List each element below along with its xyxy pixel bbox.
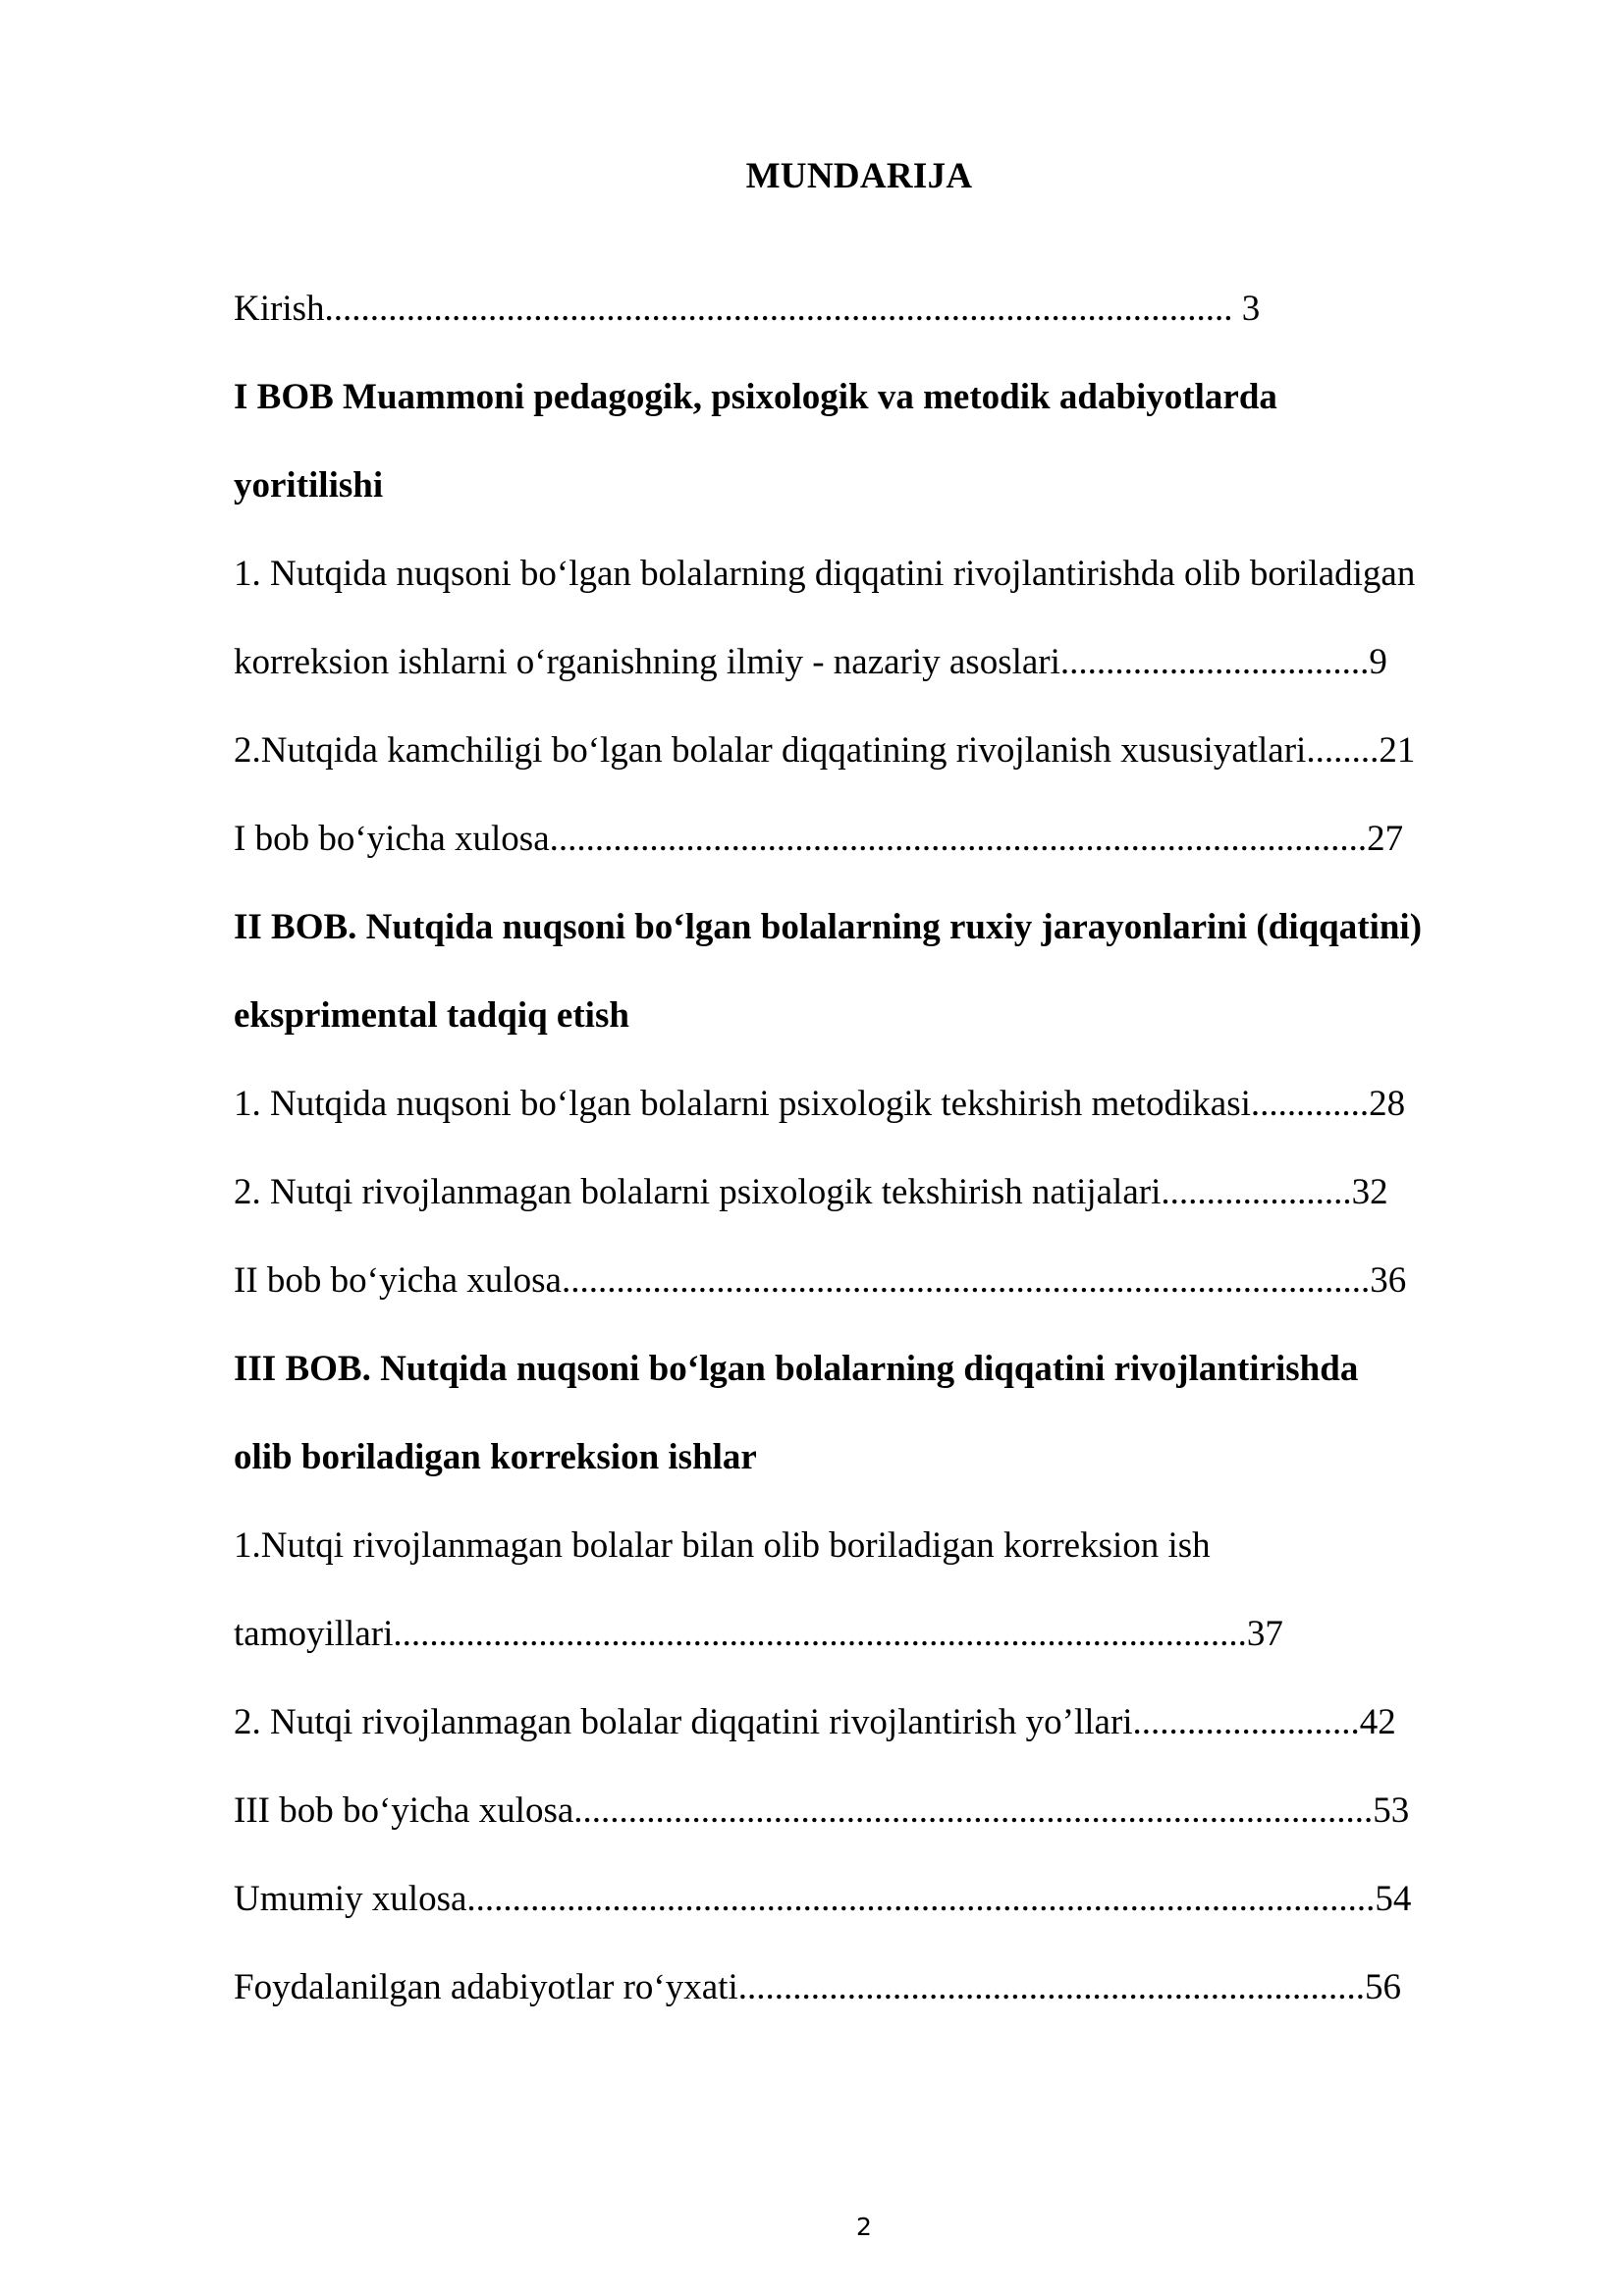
page-title: MUNDARIJA: [745, 156, 973, 196]
toc-entry-general-conclusion: Umumiy xulosa....................................................................................................54: [234, 1879, 1412, 1919]
toc-entry-1-1: 1. Nutqida nuqsoni bo‘lgan bolalarning diqqatini rivojlantirishda olib boriladigan: [234, 554, 1416, 594]
toc-chapter-1-heading: I BOB Muammoni pedagogik, psixologik va metodik adabiyotlarda: [234, 377, 1277, 417]
toc-entry-3-2: 2. Nutqi rivojlanmagan bolalar diqqatini rivojlantirish yo’llari.........................42: [234, 1702, 1396, 1742]
toc-entry-2-1: 1. Nutqida nuqsoni bo‘lgan bolalarni psixologik tekshirish metodikasi.............28: [234, 1084, 1406, 1124]
toc-chapter-3-heading: III BOB. Nutqida nuqsoni bo‘lgan bolalarning diqqatini rivojlantirishda: [234, 1349, 1359, 1389]
toc-entry-1-summary: I bob bo‘yicha xulosa..........................................................................................27: [234, 819, 1404, 859]
toc-entry-1-1-continued: korreksion ishlarni o‘rganishning ilmiy - nazariy asoslari..................................9: [234, 642, 1387, 682]
toc-entry-references: Foydalanilgan adabiyotlar ro‘yxati.....................................................................56: [234, 1967, 1401, 2007]
toc-entry-3-1: 1.Nutqi rivojlanmagan bolalar bilan olib boriladigan korreksion ish: [234, 1525, 1211, 1566]
table-of-contents: [234, 287, 1490, 2054]
toc-chapter-1-heading-continued: yoritilishi: [234, 465, 384, 506]
toc-entry-3-summary: III bob bo‘yicha xulosa........................................................................................53: [234, 1790, 1410, 1831]
toc-entry-introduction: Kirish.................................................................................................... 3: [234, 289, 1261, 329]
toc-chapter-2-heading-continued: eksprimental tadqiq etish: [234, 995, 629, 1036]
toc-entry-2-summary: II bob bo‘yicha xulosa.........................................................................................36: [234, 1260, 1407, 1301]
toc-chapter-3-heading-continued: olib boriladigan korreksion ishlar: [234, 1437, 757, 1477]
toc-entry-3-1-continued: tamoyillari..............................................................................................37: [234, 1614, 1283, 1654]
toc-entry-2-2: 2. Nutqi rivojlanmagan bolalarni psixologik tekshirish natijalari.....................32: [234, 1172, 1388, 1212]
page-number: 2: [856, 2213, 872, 2241]
toc-chapter-2-heading: II BOB. Nutqida nuqsoni bo‘lgan bolalarning ruxiy jarayonlarini (diqqatini): [234, 907, 1423, 947]
toc-entry-1-2: 2.Nutqida kamchiligi bo‘lgan bolalar diqqatining rivojlanish xususiyatlari........21: [234, 730, 1416, 771]
